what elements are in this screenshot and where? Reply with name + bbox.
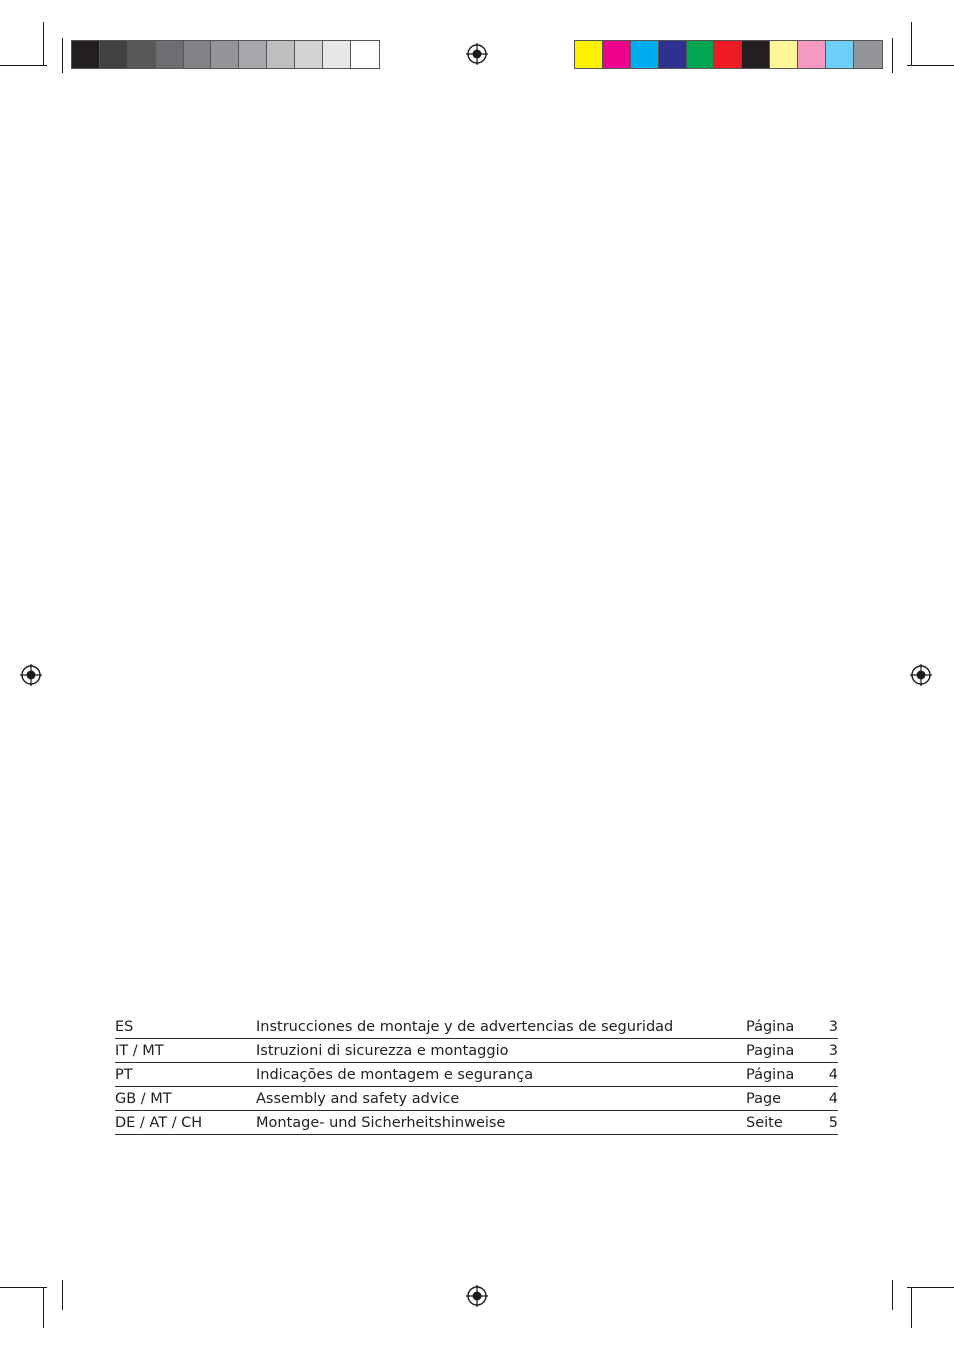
toc-row-gb-mt[interactable] [115,1087,838,1111]
calibration-swatch [156,41,184,68]
toc-row-es[interactable] [115,1015,838,1039]
calibration-swatch [267,41,295,68]
grayscale-calibration-strip [71,40,380,69]
page-number: 3 [828,1042,838,1059]
section-title: Assembly and safety advice [256,1090,460,1107]
language-code: IT / MT [115,1042,164,1059]
language-code: DE / AT / CH [115,1114,203,1131]
section-title: Indicações de montagem e segurança [256,1066,534,1083]
calibration-swatch [826,41,854,68]
section-title: Montage- und Sicherheitshinweise [256,1114,506,1131]
page-label: Página [746,1066,795,1083]
toc-row-pt[interactable] [115,1063,838,1087]
toc-row-it-mt[interactable] [115,1039,838,1063]
calibration-swatch [659,41,687,68]
calibration-swatch [742,41,770,68]
section-title: Instrucciones de montaje y de advertencias de seguridad [256,1018,674,1035]
calibration-swatch [100,41,128,68]
calibration-swatch [72,41,100,68]
registration-mark-top-icon [466,43,488,65]
calibration-swatch [687,41,715,68]
language-index-table [115,1015,838,1135]
registration-mark-left-icon [20,664,42,686]
registration-mark-right-icon [910,664,932,686]
calibration-swatch [770,41,798,68]
calibration-swatch [295,41,323,68]
calibration-swatch [128,41,156,68]
calibration-swatch [631,41,659,68]
color-calibration-strip [574,40,883,69]
page-label: Page [746,1090,782,1107]
calibration-swatch [184,41,212,68]
calibration-swatch [714,41,742,68]
language-code: ES [115,1018,134,1035]
page-label: Seite [746,1114,783,1131]
calibration-swatch [854,41,882,68]
calibration-swatch [575,41,603,68]
calibration-swatch [351,41,379,68]
page-number: 4 [828,1066,838,1083]
page-label: Página [746,1018,795,1035]
toc-row-de-at-ch[interactable] [115,1111,838,1135]
calibration-swatch [798,41,826,68]
page-number: 4 [828,1090,838,1107]
page-number: 5 [828,1114,838,1131]
language-code: GB / MT [115,1090,172,1107]
calibration-swatch [323,41,351,68]
calibration-swatch [239,41,267,68]
registration-mark-bottom-icon [466,1285,488,1307]
calibration-swatch [211,41,239,68]
section-title: Istruzioni di sicurezza e montaggio [256,1042,509,1059]
calibration-swatch [603,41,631,68]
page-label: Pagina [746,1042,795,1059]
language-code: PT [115,1066,133,1083]
page-number: 3 [828,1018,838,1035]
